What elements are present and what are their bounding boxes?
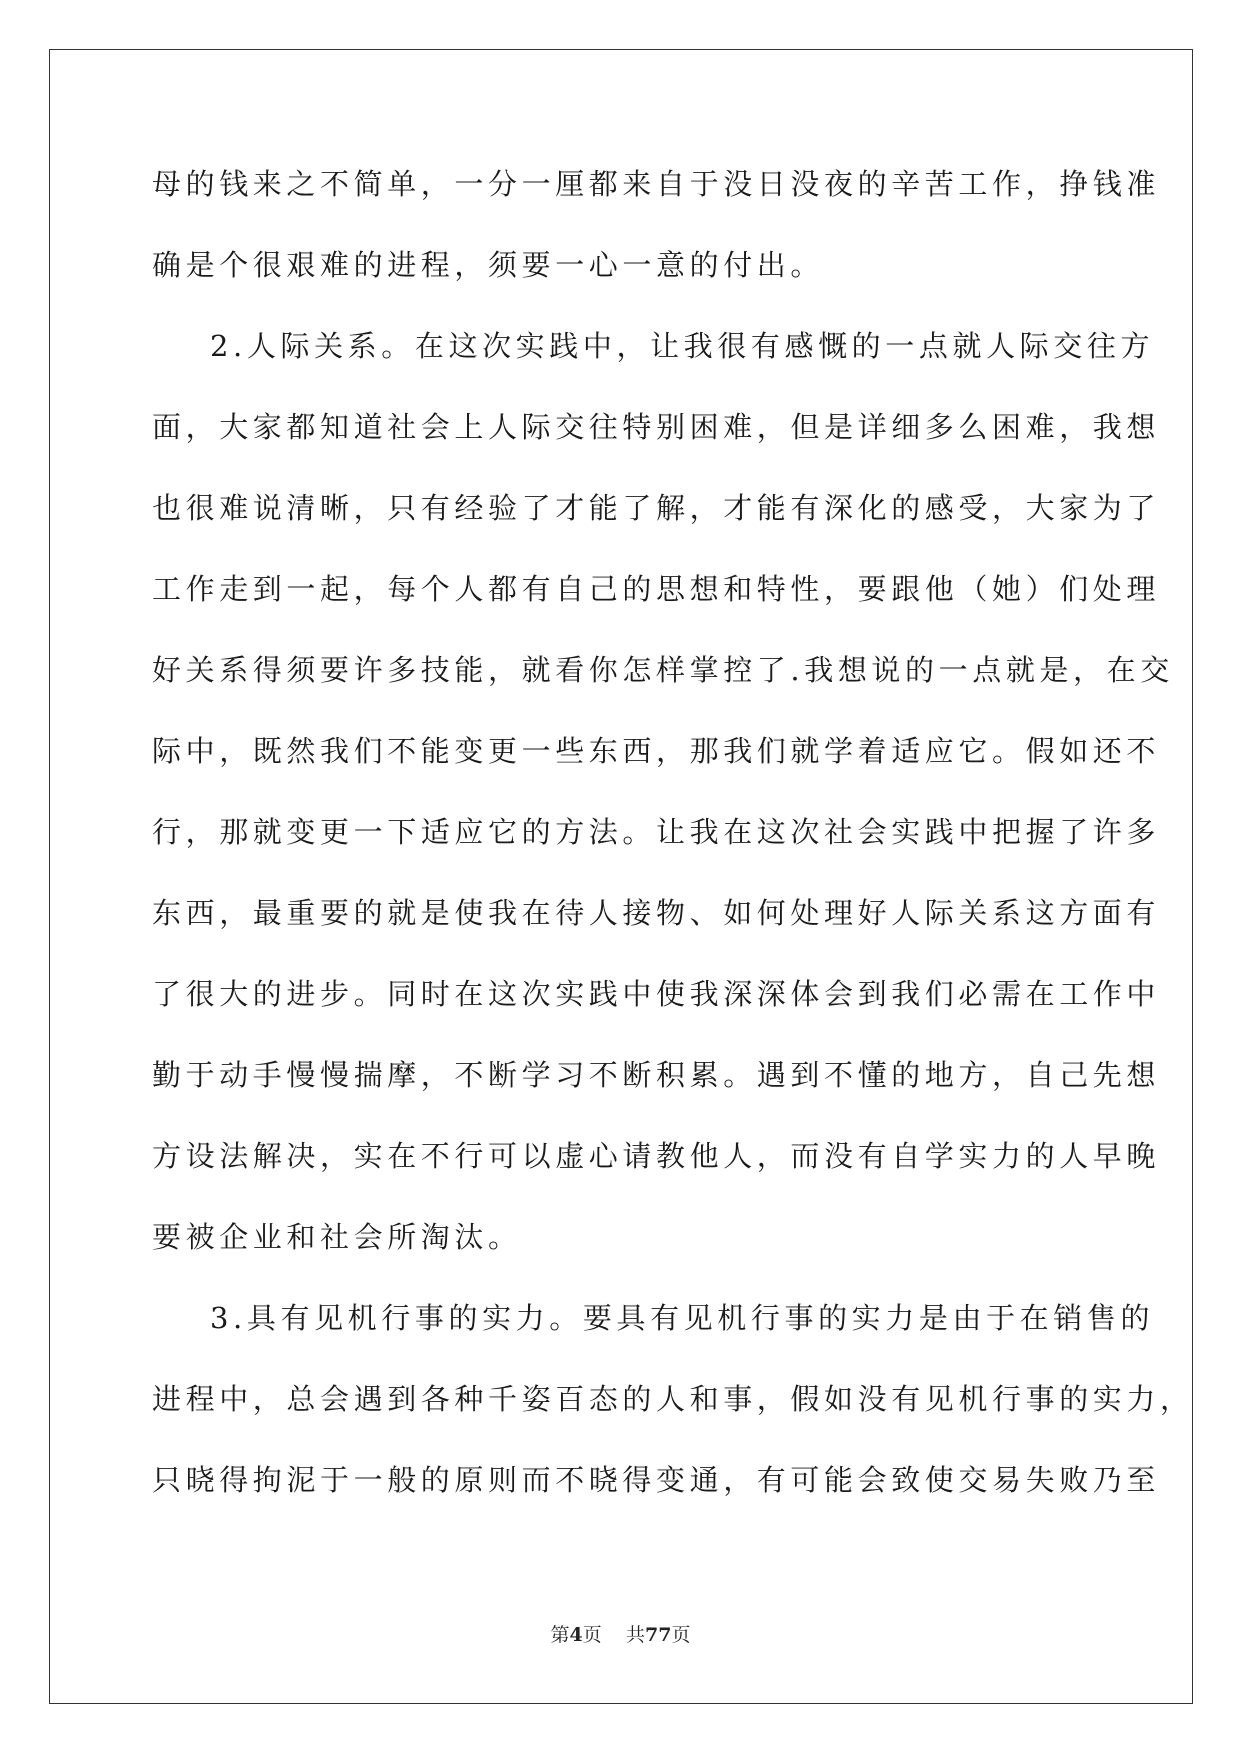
document-body xyxy=(152,164,1194,1541)
text-line: 方设法解决，实在不行可以虚心请教他人，而没有自学实力的人早晚 xyxy=(152,1139,1161,1173)
paragraph-first-line: 2.人际关系。在这次实践中，让我很有感慨的一点就人际交往方 xyxy=(210,329,1155,363)
text-line: 母的钱来之不简单，一分一厘都来自于没日没夜的辛苦工作，挣钱准 xyxy=(152,167,1161,201)
text-line: 了很大的进步。同时在这次实践中使我深深体会到我们必需在工作中 xyxy=(152,977,1161,1011)
total-pages: 77 xyxy=(644,1624,672,1646)
text-line: 进程中，总会遇到各种千姿百态的人和事，假如没有见机行事的实力， xyxy=(152,1382,1194,1416)
text-line: 只晓得拘泥于一般的原则而不晓得变通，有可能会致使交易失败乃至 xyxy=(152,1463,1161,1497)
total-prefix: 共 xyxy=(625,1624,645,1646)
text-line: 工作走到一起，每个人都有自己的思想和特性，要跟他（她）们处理 xyxy=(152,572,1161,606)
total-suffix: 页 xyxy=(671,1624,691,1646)
page-prefix: 第 xyxy=(550,1624,570,1646)
text-line: 要被企业和社会所淘汰。 xyxy=(152,1220,522,1254)
page-suffix: 页 xyxy=(582,1624,602,1646)
text-line: 东西，最重要的就是使我在待人接物、如何处理好人际关系这方面有 xyxy=(152,896,1161,930)
text-line: 也很难说清晰，只有经验了才能了解，才能有深化的感受，大家为了 xyxy=(152,491,1161,525)
text-line: 际中，既然我们不能变更一些东西，那我们就学着适应它。假如还不 xyxy=(152,734,1161,768)
paragraph-first-line: 3.具有见机行事的实力。要具有见机行事的实力是由于在销售的 xyxy=(210,1301,1155,1335)
text-line: 确是个很艰难的进程，须要一心一意的付出。 xyxy=(152,248,825,282)
text-line: 好关系得须要许多技能，就看你怎样掌控了.我想说的一点就是，在交 xyxy=(152,653,1174,687)
page-number: 4 xyxy=(569,1624,583,1646)
text-line: 面，大家都知道社会上人际交往特别困难，但是详细多么困难，我想 xyxy=(152,410,1161,444)
page-footer xyxy=(0,1620,1241,1647)
text-line: 勤于动手慢慢揣摩，不断学习不断积累。遇到不懂的地方，自己先想 xyxy=(152,1058,1161,1092)
text-line: 行，那就变更一下适应它的方法。让我在这次社会实践中把握了许多 xyxy=(152,815,1161,849)
